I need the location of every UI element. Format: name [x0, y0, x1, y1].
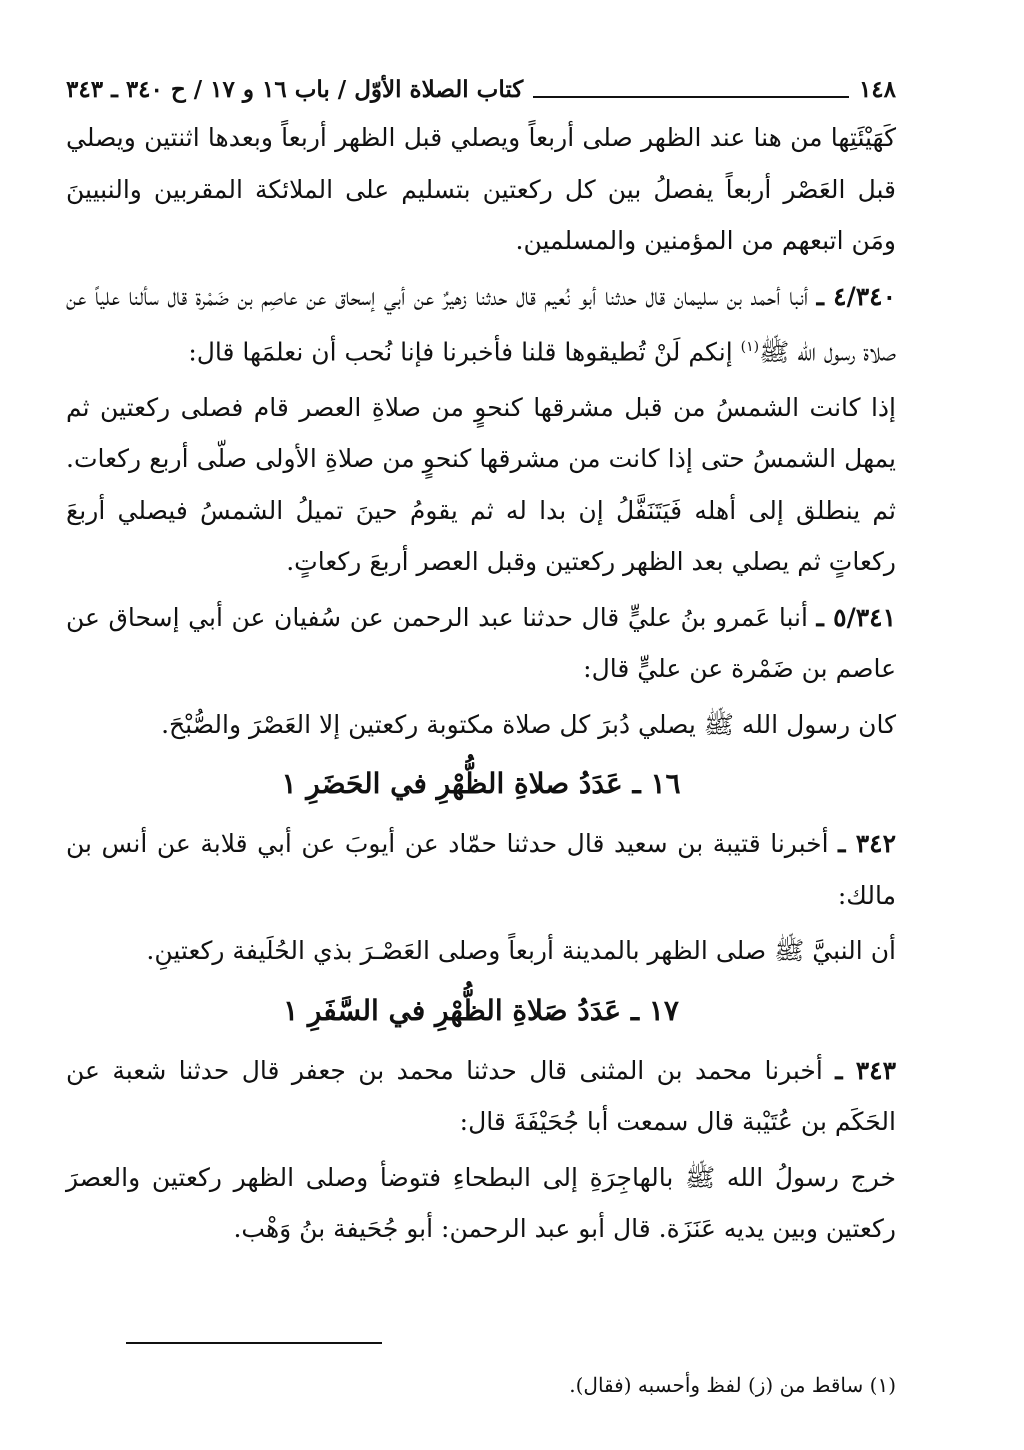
- hadith-number: ٥/٣٤١ ـ: [816, 602, 897, 632]
- footnote-divider: [126, 1342, 382, 1344]
- hadith-number: ٣٤٣ ـ: [835, 1055, 897, 1085]
- header-rule: [533, 96, 849, 98]
- hadith-342-matn: أن النبيَّ ﷺ صلى الظهر بالمدينة أربعاً وصلى العَصْـرَ بذي الحُلَيفة ركعتينِ.: [146, 936, 896, 966]
- running-title: كتاب الصلاة الأوّل / باب ١٦ و ١٧ / ح ٣٤٠ ـ ٣٤٣: [66, 76, 524, 103]
- hadith-text: أنبا عَمرو بنُ عليٍّ قال حدثنا عبد الرحمن عن سُفيان عن أبي إسحاق عن عاصم بن ضَمْرة عن عليٍّ قال:: [66, 602, 896, 684]
- hadith-342-isnad: [66, 818, 896, 921]
- hadith-number: ٣٤٢ ـ: [838, 829, 897, 859]
- footnote-marker: (١): [740, 339, 760, 355]
- hadith-341-isnad: [66, 592, 896, 695]
- chapter-heading-16: ١٦ ـ عَدَدُ صلاةِ الظُّهْرِ في الحَضَرِ ١: [281, 767, 681, 801]
- page-number: ١٤٨: [858, 76, 896, 103]
- hadith-340-matn: إذا كانت الشمسُ من قبل مشرقها كنحوٍ من صلاةِ العصر قام فصلى ركعتين ثم يمهل الشمسُ حتى إذا كانت من مشرقها كنحوٍ من صلاةِ الأولى صلّى أربع ركعات. ثم ينطلق إلى أهله فَيَتَنَفَّلُ إن بدا له ثم يقومُ حينَ تميلُ الشمسُ فيصلي أربعَ ركعاتٍ ثم يصلي بعد الظهر ركعتين وقبل العصر أربعَ ركعاتٍ.: [66, 392, 896, 577]
- chapter-heading-17: ١٧ ـ عَدَدُ صَلاةِ الظُّهْرِ في السَّفَرِ ١: [283, 993, 679, 1027]
- hadith-343-isnad: [66, 1045, 896, 1148]
- hadith-number: ٤/٣٤٠ ـ: [816, 281, 896, 311]
- paragraph-continuation: كَهَيْئَتِها من هنا عند الظهر صلى أربعاً ويصلي قبل الظهر أربعاً وبعدها اثنتين ويصلي قبل العَصْر أربعاً يفصلُ بين كل ركعتين بتسليم على الملائكة المقربين والنبيينَ ومَن اتبعهم من المؤمنين والمسلمين.: [66, 123, 896, 255]
- hadith-340-isnad: [66, 271, 896, 378]
- hadith-341-matn: كان رسول الله ﷺ يصلي دُبرَ كل صلاة مكتوبة ركعتين إلا العَصْرَ والصُّبْحَ.: [161, 709, 896, 739]
- page-content: [66, 70, 896, 1259]
- hadith-text: أخبرنا محمد بن المثنى قال حدثنا محمد بن جعفر قال حدثنا شعبة عن الحَكَم بن عُتَيْبة قال سمعت أبا جُحَيْفَةَ قال:: [66, 1055, 896, 1137]
- hadith-text: أنبا أحمد بن سليمان قال حدثنا أبو نُعيم قال حدثنا زهيرٌ عن أبي إسحاق عن عاصِم بن ضَمْرة قال سألنا علياً عن صلاة رسول الله ﷺ: [66, 281, 896, 367]
- hadith-text-cont: إنكم لَنْ تُطيقوها قلنا فأخبرنا فإنا نُحب أن نعلمَها قال:: [188, 337, 733, 367]
- main-text: [66, 112, 896, 1255]
- hadith-text: أخبرنا قتيبة بن سعيد قال حدثنا حمّاد عن أيوبَ عن أبي قلابة عن أنس بن مالك:: [66, 829, 896, 910]
- hadith-343-matn: خرج رسولُ الله ﷺ بالهاجِرَةِ إلى البطحاءِ فتوضأ وصلى الظهر ركعتين والعصرَ ركعتين وبين يديه عَنَزَة. قال أبو عبد الرحمن: أبو جُحَيفة بنُ وَهْب.: [66, 1162, 896, 1244]
- footnote: (١) ساقط من (ز) لفظ وأحسبه (فقال).: [569, 1373, 896, 1397]
- running-header: [66, 70, 896, 110]
